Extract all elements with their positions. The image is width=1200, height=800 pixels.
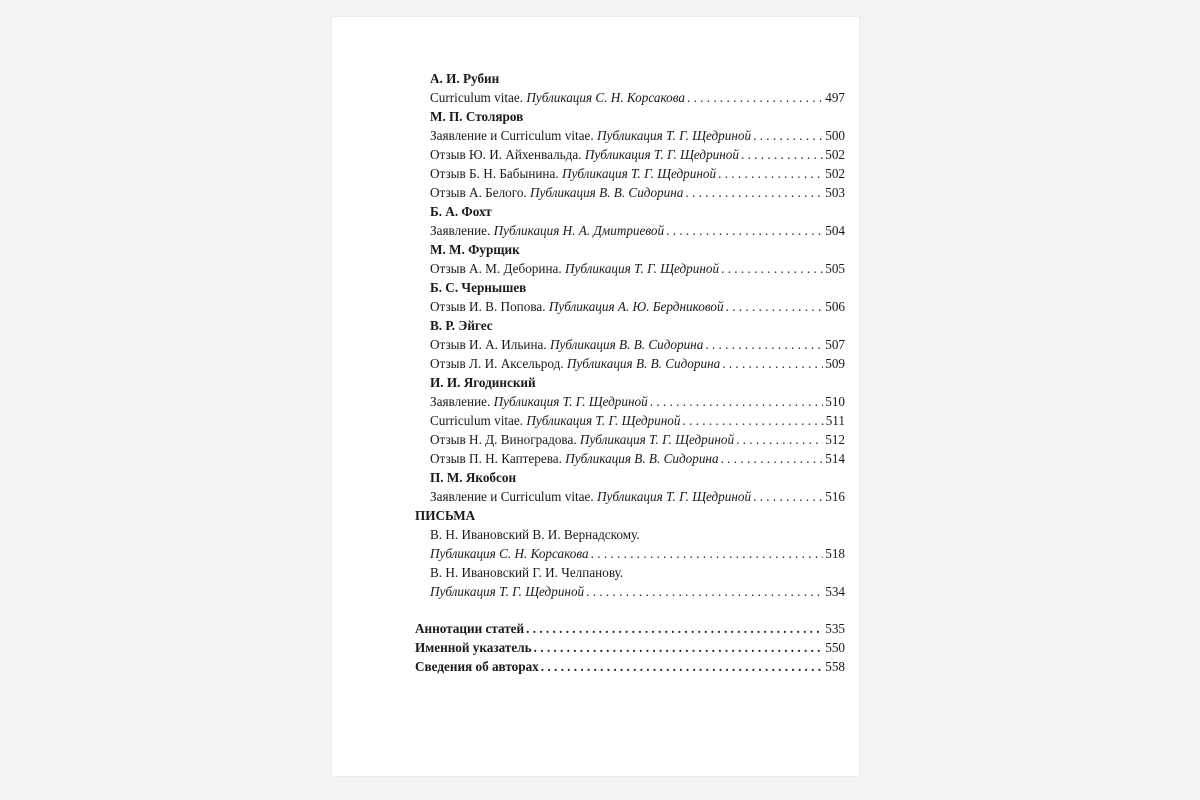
toc-entry-row <box>415 126 845 145</box>
toc-entry-text <box>430 88 685 107</box>
dot-leader <box>541 657 823 676</box>
toc-entry-row <box>415 297 845 316</box>
toc-tail-row <box>415 657 845 676</box>
toc-entry-publication: Публикация В. В. Сидорина <box>549 337 704 352</box>
toc-entry-text <box>430 107 523 126</box>
toc-page-number: 507 <box>825 337 845 352</box>
toc-page-number: 497 <box>825 90 845 105</box>
toc-entry-title: Заявление и Curriculum vitae. <box>430 489 597 504</box>
toc-page-number: 534 <box>825 584 845 599</box>
toc-page-number: 512 <box>825 432 845 447</box>
toc-page-number: 510 <box>825 394 845 409</box>
bleed-through-texture: ‎ ‎ ‎ ‎ ‎ ‎ ‎ ‎ ‎ ‎ ‎ ‎ ‎ ‎ ‎ ‎ ‎ ‎ ‎ ‎ ‎ ‎ <box>768 60 837 75</box>
toc-entry-title: Отзыв А. М. Деборина. <box>430 261 565 276</box>
toc-entry-title: В. Н. Ивановский В. И. Вернадскому. <box>430 527 640 542</box>
toc-page-number: 514 <box>825 451 845 466</box>
toc-entry-row <box>415 335 845 354</box>
toc-entry-text <box>430 487 751 506</box>
toc-entry-text <box>430 221 664 240</box>
toc-entry-text <box>430 278 526 297</box>
toc-entry-text <box>430 69 499 88</box>
dot-leader <box>721 259 823 278</box>
toc-entry-row <box>415 411 845 430</box>
toc-entry-title: П. М. Якобсон <box>430 470 517 485</box>
toc-entry-title: Отзыв Л. И. Аксельрод. <box>430 356 567 371</box>
toc-entry-title: Публикация Т. Г. Щедриной <box>430 584 585 599</box>
toc-entry-publication: Публикация А. Ю. Бердниковой <box>548 299 724 314</box>
toc-page-number: 504 <box>825 223 845 238</box>
toc-entry-text <box>430 145 739 164</box>
table-of-contents <box>415 69 845 676</box>
toc-entry-row <box>415 449 845 468</box>
toc-entry-text <box>430 430 734 449</box>
toc-entry-title: Отзыв А. Белого. <box>430 185 531 200</box>
toc-page-number: 500 <box>825 128 845 143</box>
toc-entry-row <box>415 145 845 164</box>
toc-entry-row <box>415 392 845 411</box>
dot-leader <box>666 221 823 240</box>
toc-entry-title: Отзыв Н. Д. Виноградова. <box>430 432 580 447</box>
toc-entry-title: А. И. Рубин <box>430 71 500 86</box>
toc-entry-text <box>415 638 532 657</box>
toc-entry-title: Б. С. Чернышев <box>430 280 527 295</box>
dot-leader <box>682 411 823 430</box>
toc-author-row <box>415 373 845 392</box>
dot-leader <box>741 145 823 164</box>
toc-entry-title: Сведения об авторах <box>415 659 539 674</box>
toc-entry-text <box>430 354 720 373</box>
toc-entry-text <box>430 183 683 202</box>
dot-leader <box>591 544 824 563</box>
toc-sub2-row <box>415 544 845 563</box>
toc-entry-title: Публикация С. Н. Корсакова <box>430 546 589 561</box>
dot-leader <box>685 183 823 202</box>
toc-entry-row <box>415 183 845 202</box>
toc-entry-text <box>430 297 724 316</box>
toc-entry-row <box>415 430 845 449</box>
toc-entry-title: В. Р. Эйгес <box>430 318 493 333</box>
toc-entry-title: Curriculum vitae. <box>430 413 527 428</box>
toc-entry-text <box>415 657 539 676</box>
toc-entry-text <box>430 392 648 411</box>
toc-entry-text <box>430 335 703 354</box>
toc-entry-title: Аннотации статей <box>415 621 525 636</box>
toc-sub-row <box>415 525 845 544</box>
toc-entry-publication: Публикация Т. Г. Щедриной <box>584 147 739 162</box>
toc-author-row <box>415 240 845 259</box>
toc-entry-text <box>430 164 716 183</box>
toc-page-number: 535 <box>825 621 845 636</box>
toc-author-row <box>415 278 845 297</box>
dot-leader <box>753 487 823 506</box>
toc-entry-row <box>415 259 845 278</box>
toc-entry-publication: Публикация В. В. Сидорина <box>530 185 684 200</box>
toc-entry-title: Заявление. <box>430 223 494 238</box>
dot-leader <box>718 164 823 183</box>
toc-entry-text <box>430 259 719 278</box>
toc-entry-title: Отзыв Б. Н. Бабынина. <box>430 166 562 181</box>
toc-entry-title: Отзыв И. А. Ильина. <box>430 337 550 352</box>
toc-page-number: 558 <box>825 659 845 674</box>
toc-entry-publication: Публикация В. В. Сидорина <box>565 451 719 466</box>
toc-entry-title: Отзыв Ю. И. Айхенвальда. <box>430 147 585 162</box>
toc-page-number: 511 <box>825 413 845 428</box>
toc-entry-publication: Публикация Т. Г. Щедриной <box>579 432 735 447</box>
toc-entry-publication: Публикация Т. Г. Щедриной <box>526 413 681 428</box>
toc-entry-publication: Публикация Т. Г. Щедриной <box>596 128 752 143</box>
toc-entry-title: И. И. Ягодинский <box>430 375 536 390</box>
dot-leader <box>534 638 824 657</box>
toc-entry-title: Отзыв П. Н. Каптерева. <box>430 451 566 466</box>
toc-entry-title: Curriculum vitae. <box>430 90 527 105</box>
toc-page-number: 505 <box>825 261 845 276</box>
dot-leader <box>705 335 823 354</box>
toc-entry-text <box>430 202 492 221</box>
toc-entry-text <box>430 468 516 487</box>
toc-author-row <box>415 202 845 221</box>
toc-entry-text <box>430 544 589 563</box>
toc-entry-title: М. М. Фурщик <box>430 242 520 257</box>
toc-entry-text <box>430 126 751 145</box>
dot-leader <box>726 297 824 316</box>
toc-entry-text <box>430 373 536 392</box>
toc-entry-text <box>430 449 719 468</box>
dot-leader <box>526 619 823 638</box>
toc-entry-title: М. П. Столяров <box>430 109 524 124</box>
toc-entry-publication: Публикация С. Н. Корсакова <box>526 90 685 105</box>
toc-page-number: 509 <box>825 356 845 371</box>
toc-entry-title: В. Н. Ивановский Г. И. Челпанову. <box>430 565 624 580</box>
toc-entry-text <box>430 582 584 601</box>
toc-page-number: 503 <box>825 185 845 200</box>
dot-leader <box>721 449 824 468</box>
toc-author-row <box>415 107 845 126</box>
toc-tail-row <box>415 619 845 638</box>
toc-entry-title: Именной указатель <box>415 640 532 655</box>
toc-entry-title: Заявление. <box>430 394 494 409</box>
toc-entry-row <box>415 221 845 240</box>
toc-page-number: 516 <box>825 489 845 504</box>
dot-leader <box>736 430 823 449</box>
toc-entry-title: Отзыв И. В. Попова. <box>430 299 549 314</box>
toc-entry-publication: Публикация Т. Г. Щедриной <box>493 394 648 409</box>
toc-page-number: 506 <box>825 299 845 314</box>
dot-leader <box>586 582 823 601</box>
toc-entry-row <box>415 164 845 183</box>
toc-entry-text <box>415 506 475 525</box>
toc-entry-text <box>415 619 524 638</box>
toc-page-number: 502 <box>825 147 845 162</box>
toc-section-row <box>415 506 845 525</box>
toc-sub-row <box>415 563 845 582</box>
toc-entry-row <box>415 487 845 506</box>
toc-page-number: 518 <box>825 546 845 561</box>
toc-page-number: 550 <box>825 640 845 655</box>
toc-entry-text <box>430 563 623 582</box>
toc-sub2-row <box>415 582 845 601</box>
toc-entry-text <box>430 240 520 259</box>
dot-leader <box>650 392 824 411</box>
toc-entry-title: ПИСЬМА <box>415 508 476 523</box>
document-page <box>332 17 859 776</box>
toc-entry-text <box>430 525 640 544</box>
toc-author-row <box>415 69 845 88</box>
toc-entry-row <box>415 88 845 107</box>
toc-page-number: 502 <box>825 166 845 181</box>
toc-entry-title: Заявление и Curriculum vitae. <box>430 128 597 143</box>
toc-entry-publication: Публикация Н. А. Дмитриевой <box>493 223 665 238</box>
toc-author-row <box>415 316 845 335</box>
toc-entry-text <box>430 411 680 430</box>
dot-leader <box>722 354 823 373</box>
toc-entry-publication: Публикация Т. Г. Щедриной <box>561 166 717 181</box>
toc-entry-text <box>430 316 493 335</box>
toc-entry-title: Б. А. Фохт <box>430 204 492 219</box>
dot-leader <box>753 126 823 145</box>
toc-entry-publication: Публикация В. В. Сидорина <box>566 356 721 371</box>
dot-leader <box>687 88 823 107</box>
toc-spacer <box>415 601 845 619</box>
toc-author-row <box>415 468 845 487</box>
toc-entry-row <box>415 354 845 373</box>
toc-tail-row <box>415 638 845 657</box>
toc-entry-publication: Публикация Т. Г. Щедриной <box>596 489 752 504</box>
toc-entry-publication: Публикация Т. Г. Щедриной <box>564 261 720 276</box>
